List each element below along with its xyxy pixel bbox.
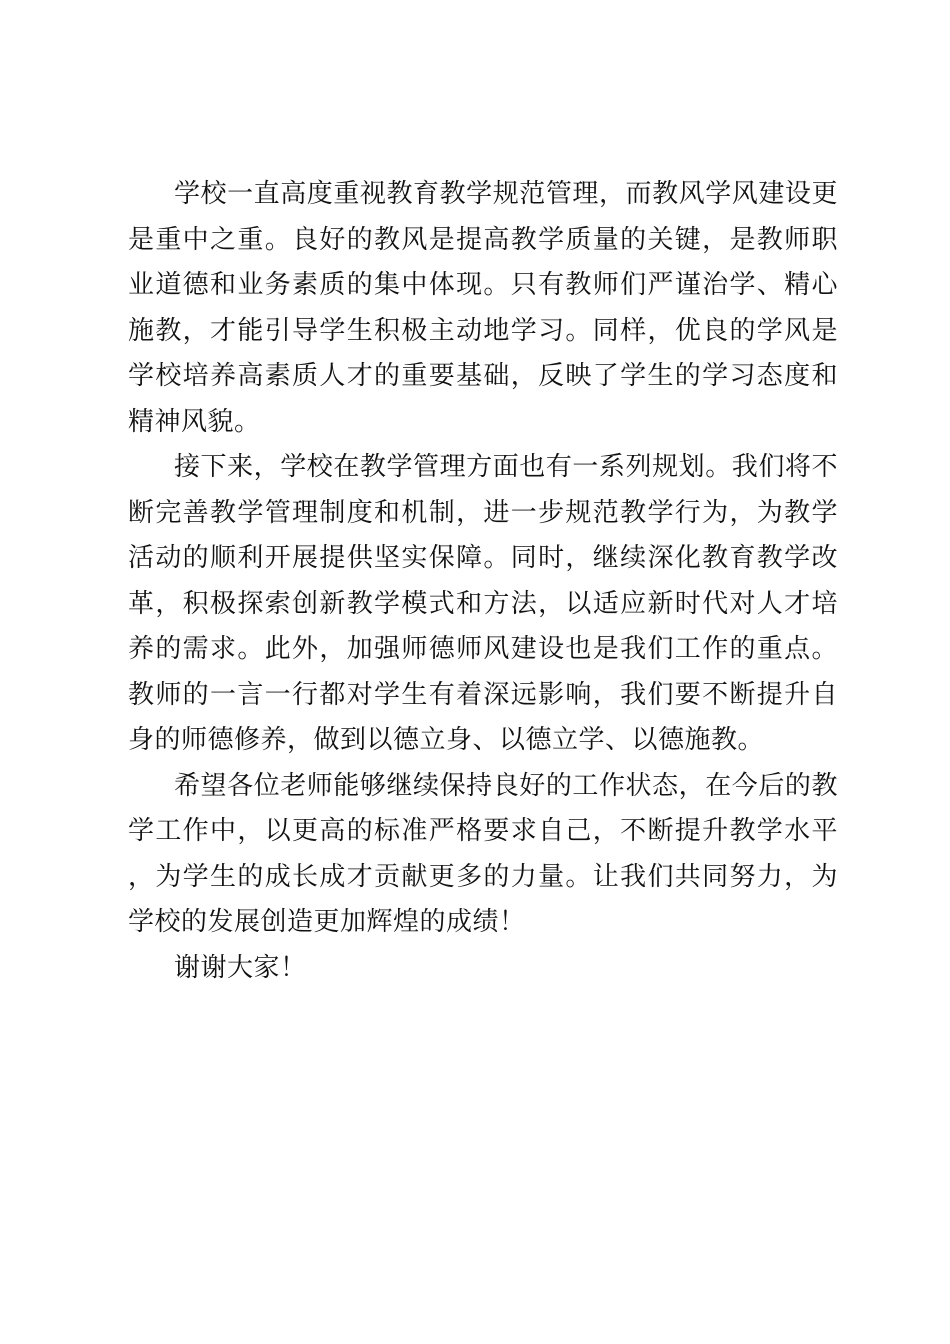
document-body: [128, 172, 838, 991]
paragraph-thanks: 谢谢大家！: [174, 952, 307, 983]
paragraph-plans: 接下来，学校在教学管理方面也有一系列规划。我们将不断完善教学管理制度和机制，进一步规范教学行为，为教学活动的顺利开展提供坚实保障。同时，继续深化教育教学改革，积极探索创新教学模式和方法，以适应新时代对人才培养的需求。此外，加强师德师风建设也是我们工作的重点。教师的一言一行都对学生有着深远影响，我们要不断提升自身的师德修养，做到以德立身、以德立学、以德施教。: [128, 452, 838, 755]
paragraph-management: 学校一直高度重视教育教学规范管理，而教风学风建设更是重中之重。良好的教风是提高教学质量的关键，是教师职业道德和业务素质的集中体现。只有教师们严谨治学、精心施教，才能引导学生积极主动地学习。同样，优良的学风是学校培养高素质人才的重要基础，反映了学生的学习态度和精神风貌。: [128, 179, 838, 437]
paragraph-hopes: 希望各位老师能够继续保持良好的工作状态，在今后的教学工作中，以更高的标准严格要求自己，不断提升教学水平，为学生的成长成才贡献更多的力量。让我们共同努力，为学校的发展创造更加辉煌的成绩！: [128, 770, 838, 937]
